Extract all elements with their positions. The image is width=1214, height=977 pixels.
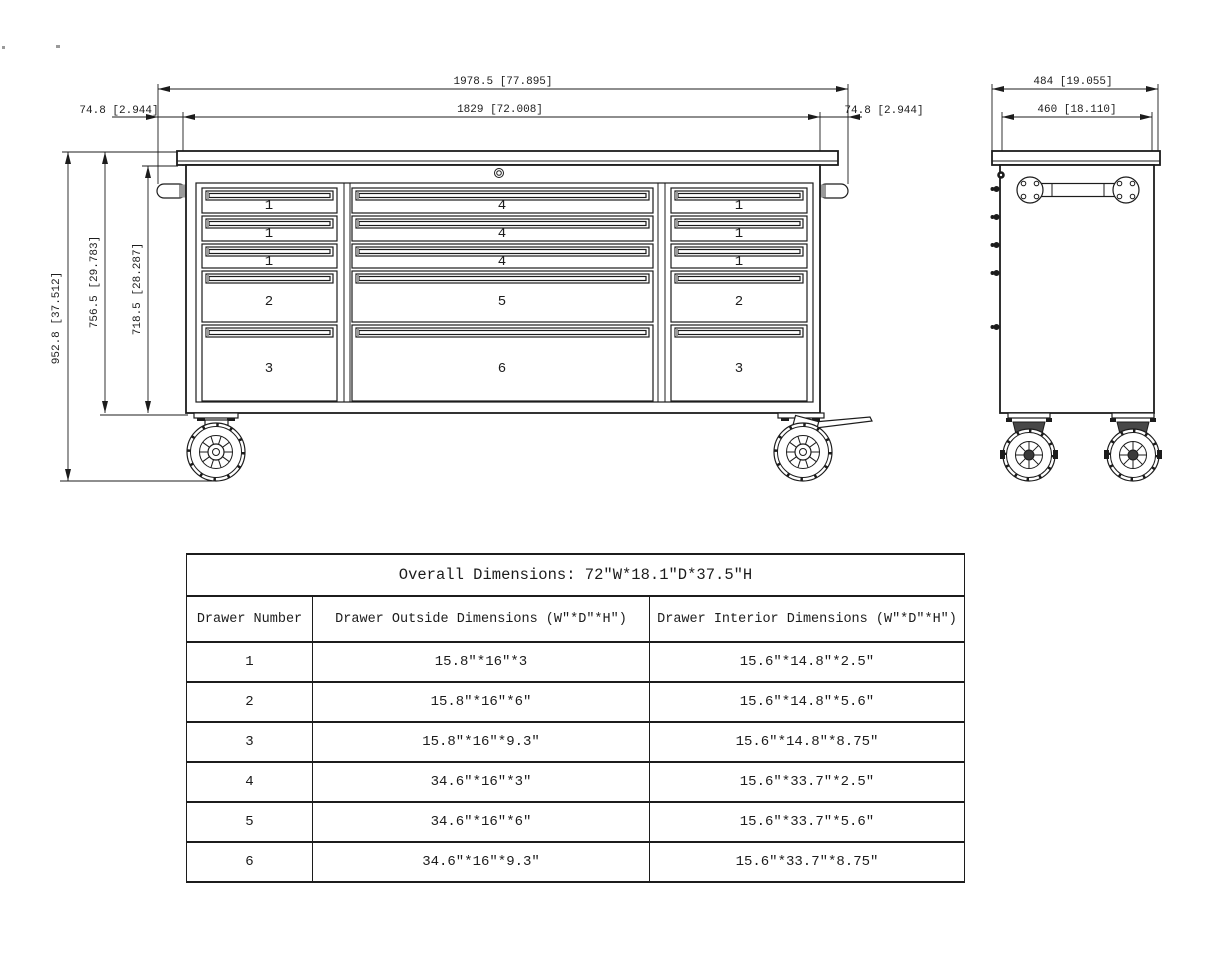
col-header-outside-dimensions: Drawer Outside Dimensions (W″*D″*H″): [313, 596, 650, 642]
artifact-speck: [2, 46, 5, 49]
side-right-caster: [1104, 413, 1162, 481]
dim-overall-height: 952.8 [37.512]: [51, 271, 63, 365]
drawer-front-left-2: [202, 216, 337, 242]
svg-text:5: 5: [497, 294, 507, 310]
front-right-caster: [774, 413, 872, 481]
dim-body-depth: 460 [18.110]: [1037, 104, 1117, 116]
spec-table: [186, 553, 964, 883]
svg-text:1: 1: [734, 198, 744, 214]
drawer-front-middle-2: [352, 216, 653, 242]
svg-text:1: 1: [734, 226, 744, 242]
drawer-front-left-4: [202, 271, 337, 322]
drawer-front-left-1: [202, 188, 337, 214]
drawer-front-middle-1: [352, 188, 653, 214]
artifact-speck: [56, 45, 60, 48]
table-header-row: [187, 596, 965, 642]
side-left-caster: [1000, 413, 1058, 481]
drawer-front-right-4: [671, 271, 807, 322]
table-title: Overall Dimensions: 72″W*18.1″D*37.5″H: [187, 554, 965, 596]
col-header-drawer-number: Drawer Number: [187, 596, 313, 642]
brake-lever: [814, 417, 872, 428]
countertop: [177, 151, 838, 165]
svg-text:1: 1: [734, 254, 744, 270]
dim-drawer-section-height: 718.5 [28.287]: [132, 242, 144, 336]
svg-text:2: 2: [734, 294, 744, 310]
side-countertop: [992, 151, 1160, 165]
side-view: [991, 151, 1163, 481]
drawer-front-right-1: [671, 188, 807, 214]
svg-text:1: 1: [264, 226, 274, 242]
drawer-front-middle-5: [352, 325, 653, 401]
dim-left-offset: 74.8 [2.944]: [79, 105, 159, 117]
svg-text:4: 4: [497, 254, 507, 270]
drawer-front-right-2: [671, 216, 807, 242]
table-row: 1 15.8″*16″*3 15.6″*14.8″*2.5″: [187, 642, 965, 682]
table-row: 5 34.6″*16″*6″ 15.6″*33.7″*5.6″: [187, 802, 965, 842]
drawer-front-middle-3: [352, 244, 653, 270]
dim-cabinet-height: 756.5 [29.783]: [89, 235, 101, 329]
col-header-interior-dimensions: Drawer Interior Dimensions (W″*D″*H″): [650, 596, 965, 642]
table-row: 6 34.6″*16″*9.3″ 15.6″*33.7″*8.75″: [187, 842, 965, 882]
svg-text:4: 4: [497, 198, 507, 214]
dim-inner-width: 1829 [72.008]: [457, 104, 543, 116]
svg-text:1: 1: [264, 254, 274, 270]
svg-text:3: 3: [734, 361, 744, 377]
front-left-caster: [187, 413, 245, 481]
svg-text:3: 3: [264, 361, 274, 377]
dim-overall-width: 1978.5 [77.895]: [453, 76, 553, 88]
drawer-front-left-5: [202, 325, 337, 401]
front-view: [157, 151, 872, 481]
svg-text:2: 2: [264, 294, 274, 310]
svg-text:6: 6: [497, 361, 507, 377]
dim-right-offset: 74.8 [2.944]: [844, 105, 924, 117]
table-row: 4 34.6″*16″*3″ 15.6″*33.7″*2.5″: [187, 762, 965, 802]
drawer-front-middle-4: [352, 271, 653, 322]
svg-text:4: 4: [497, 226, 507, 242]
drawer-front-left-3: [202, 244, 337, 270]
drawer-front-right-5: [671, 325, 807, 401]
table-row: 3 15.8″*16″*9.3″ 15.6″*14.8″*8.75″: [187, 722, 965, 762]
svg-text:1: 1: [264, 198, 274, 214]
side-hooks: [991, 186, 1000, 330]
table-row: 2 15.8″*16″*6″ 15.6″*14.8″*5.6″: [187, 682, 965, 722]
drawer-front-right-3: [671, 244, 807, 270]
dim-overall-depth: 484 [19.055]: [1033, 76, 1113, 88]
